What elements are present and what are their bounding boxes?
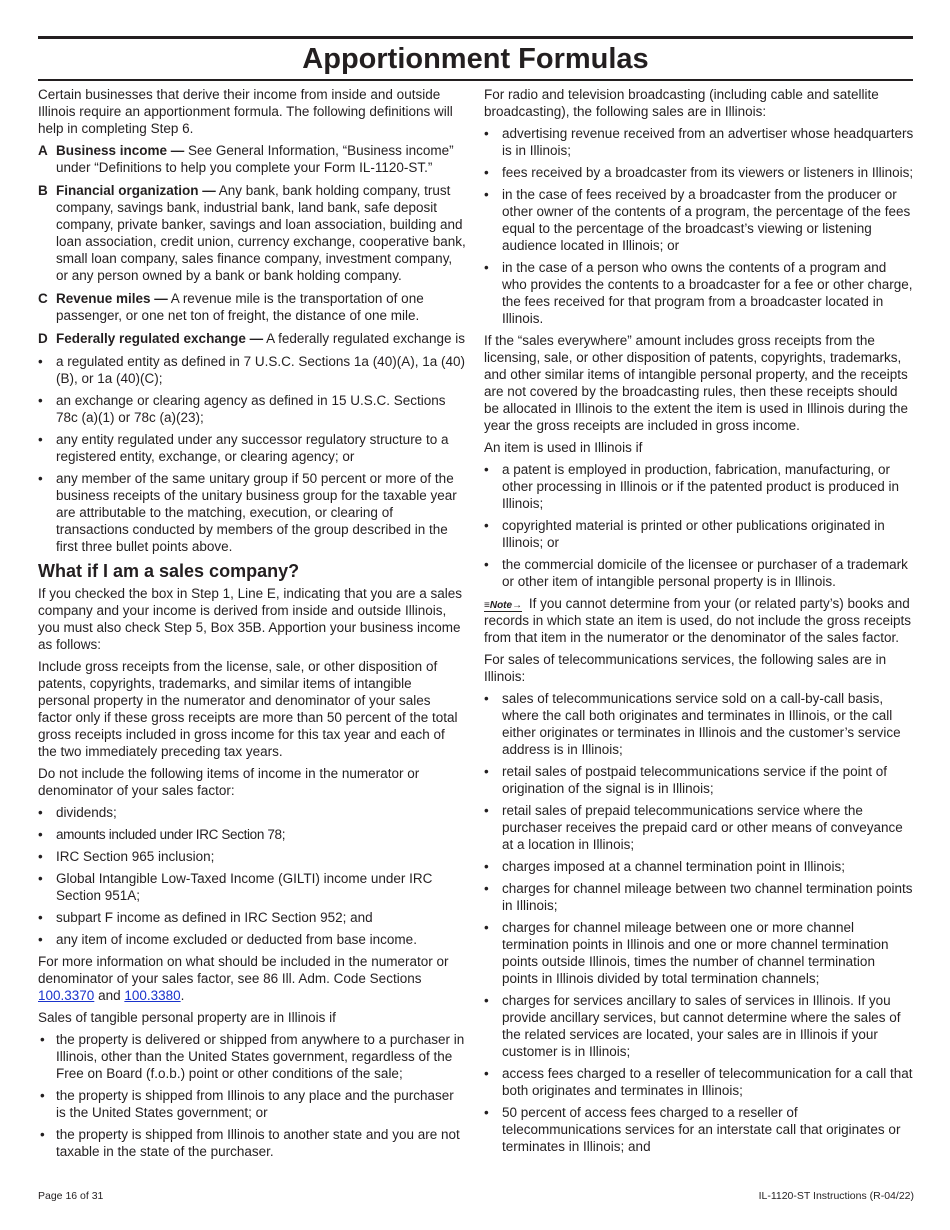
left-column <box>38 86 466 1165</box>
exchange-bullet: • a regulated entity as defined in 7 U.S.C. Sections 1a (40)(A), 1a (40) (B), or 1a (40)(C); <box>38 353 466 387</box>
telecom-bullet: • charges for channel mileage between one or more channel termination points in Illinois and one or more channel termination points outside Illinois, times the number of channel termination points in Illinois divided by total termination channels; <box>484 919 914 987</box>
exclude-bullet: • dividends; <box>38 804 466 821</box>
telecom-bullet: • sales of telecommunications service sold on a call-by-call basis, where the call both originates and terminates in Illinois, or the call either originates or terminates in Illinois and the customer’s service address is in Illinois; <box>484 690 914 758</box>
sales-paragraph-2: Include gross receipts from the license, sale, or other disposition of patents, copyrights, trademarks, and similar items of intangible personal property in the numerator and denominator of your sales factor only if these gross receipts are more than 50 percent of the total gross receipts included in gross income for this tax year and each of the two immediately preceding tax years. <box>38 659 458 759</box>
link-100-3380[interactable]: 100.3380 <box>124 988 181 1003</box>
definition-text: Any bank, bank holding company, trust company, savings bank, industrial bank, land bank, safe deposit company, private banker, savings and loan association, building and loan association, credit union, currency exchange, cooperative bank, small loan company, sales finance company, investment company, or any person owned by a bank or bank holding company. <box>56 183 466 283</box>
telecom-bullet: • retail sales of prepaid telecommunications service where the purchaser receives the prepaid card or other means of conveyance at a location in Illinois; <box>484 802 914 853</box>
exclude-bullet: • amounts included under IRC Section 78; <box>38 826 466 843</box>
radio-bullet: • in the case of fees received by a broadcaster from the producer or other owner of the contents of a program, the percentage of the fees equal to the percentage of the broadcast’s viewing or listening audience located in Illinois; or <box>484 186 914 254</box>
telecom-bullet: • retail sales of postpaid telecommunications service if the point of origination of the signal is in Illinois; <box>484 763 914 797</box>
definition-c <box>38 290 466 324</box>
page-number: Page 16 of 31 <box>38 1190 104 1202</box>
item-bullet: • the commercial domicile of the licensee or purchaser of a trademark or other item of intangible personal property is in Illinois. <box>484 556 914 590</box>
sales-paragraph-3: Do not include the following items of income in the numerator or denominator of your sales factor: <box>38 766 420 798</box>
intro-paragraph: Certain businesses that derive their income from inside and outside Illinois require an apportionment formula. The following definitions will help in completing Step 6. <box>38 87 453 136</box>
note-paragraph: ≡Note→ If you cannot determine from your (or related party’s) books and records in which state an item is used, do not include the gross receipts from that item in the numerator or the denominator of the sales factor. <box>484 596 911 645</box>
top-rule <box>38 36 913 39</box>
more-info-paragraph: For more information on what should be included in the numerator or denominator of your sales factor, see 86 Ill. Adm. Code Sections 100.3370 and 100.3380. <box>38 954 449 1003</box>
definition-a <box>38 142 466 176</box>
definition-text: See General Information, “Business income” under “Definitions to help you complete your Form IL-1120-ST.” <box>56 143 454 175</box>
page-title: Apportionment Formulas <box>302 43 649 75</box>
section-heading-sales-company: What if I am a sales company? <box>38 561 300 581</box>
definition-b <box>38 182 466 284</box>
link-100-3370[interactable]: 100.3370 <box>38 988 95 1003</box>
radio-bullet: • advertising revenue received from an advertiser whose headquarters is in Illinois; <box>484 125 914 159</box>
definition-term: Business income — <box>56 143 185 158</box>
exchange-bullet: • an exchange or clearing agency as defined in 15 U.S.C. Sections 78c (a)(1) or 78c (a)(23); <box>38 392 466 426</box>
telecom-bullet: • 50 percent of access fees charged to a reseller of telecommunications services for an interstate call that originates or terminates in Illinois; and <box>484 1104 914 1155</box>
right-column <box>484 86 914 1160</box>
exchange-bullet: • any member of the same unitary group if 50 percent or more of the business receipts of the unitary business group for the taxable year are attributable to the matching, execution, or clearing of transactions conducted by members of the group described in the first three bullet points above. <box>38 470 466 555</box>
telecom-bullet: • charges for channel mileage between two channel termination points in Illinois; <box>484 880 914 914</box>
definition-term: Revenue miles — <box>56 291 168 306</box>
item-bullet: • a patent is employed in production, fabrication, manufacturing, or other processing in Illinois or if the patented product is produced in Illinois; <box>484 461 914 512</box>
telecom-bullet: • access fees charged to a reseller of telecommunication for a call that both originates and terminates in Illinois; <box>484 1065 914 1099</box>
exclude-bullet: • any item of income excluded or deducted from base income. <box>38 931 466 948</box>
exchange-bullet: • any entity regulated under any successor regulatory structure to a registered entity, exchange, or clearing agency; or <box>38 431 466 465</box>
exclude-bullet: • IRC Section 965 inclusion; <box>38 848 466 865</box>
definition-letter: C <box>38 291 48 306</box>
exclude-bullet: • Global Intangible Low-Taxed Income (GILTI) income under IRC Section 951A; <box>38 870 466 904</box>
title-rule <box>38 79 913 81</box>
sales-paragraph-1: If you checked the box in Step 1, Line E, indicating that you are a sales company and your income is derived from inside and outside Illinois, you must also check Step 5, Box 35B. Apportion your business income as follows: <box>38 586 463 652</box>
form-identifier: IL-1120-ST Instructions (R-04/22) <box>758 1190 914 1202</box>
definition-text: A revenue mile is the transportation of one passenger, or one net ton of freight, the distance of one mile. <box>56 291 424 323</box>
radio-bullet: • fees received by a broadcaster from its viewers or listeners in Illinois; <box>484 164 914 181</box>
definition-letter: A <box>38 143 48 158</box>
telecom-bullet: • charges imposed at a channel termination point in Illinois; <box>484 858 914 875</box>
tangible-bullet: • the property is shipped from Illinois to any place and the purchaser is the United States government; or <box>38 1087 466 1121</box>
telecom-intro: For sales of telecommunications services, the following sales are in Illinois: <box>484 652 887 684</box>
telecom-bullet: • charges for services ancillary to sales of services in Illinois. If you provide ancillary services, but cannot determine where the sales of the related services are located, your sales are in Illinois if your customer is in Illinois; <box>484 992 914 1060</box>
tangible-bullet: • the property is delivered or shipped from anywhere to a purchaser in Illinois, other than the United States government, regardless of the Free on Board (f.o.b.) point or other conditions of the sale; <box>38 1031 466 1082</box>
exclude-bullet: • subpart F income as defined in IRC Section 952; and <box>38 909 466 926</box>
definition-term: Financial organization — <box>56 183 216 198</box>
radio-intro: For radio and television broadcasting (including cable and satellite broadcasting), the following sales are in Illinois: <box>484 87 879 119</box>
item-used-intro: An item is used in Illinois if <box>484 440 643 455</box>
definition-letter: B <box>38 183 48 198</box>
definition-d <box>38 330 466 347</box>
item-bullet: • copyrighted material is printed or other publications originated in Illinois; or <box>484 517 914 551</box>
radio-bullet: • in the case of a person who owns the contents of a program and who provides the contents to a broadcaster for a fee or other charge, the fees received for that program from a broadcaster located in Illinois. <box>484 259 914 327</box>
tangible-bullet: • the property is shipped from Illinois to another state and you are not taxable in the state of the purchaser. <box>38 1126 466 1160</box>
tangible-intro: Sales of tangible personal property are in Illinois if <box>38 1010 336 1025</box>
definition-text: A federally regulated exchange is <box>263 331 465 346</box>
definition-term: Federally regulated exchange — <box>56 331 264 346</box>
note-icon: ≡Note→ <box>484 600 523 611</box>
sales-everywhere-paragraph: If the “sales everywhere” amount includes gross receipts from the licensing, sale, or other disposition of patents, copyrights, trademarks, and other similar items of intangible personal property, and the receipts are not covered by the broadcasting rules, then these receipts should be allocated in Illinois to the extent the item is used in Illinois during the year the gross receipts are included in gross income. <box>484 333 908 433</box>
definition-letter: D <box>38 331 48 346</box>
